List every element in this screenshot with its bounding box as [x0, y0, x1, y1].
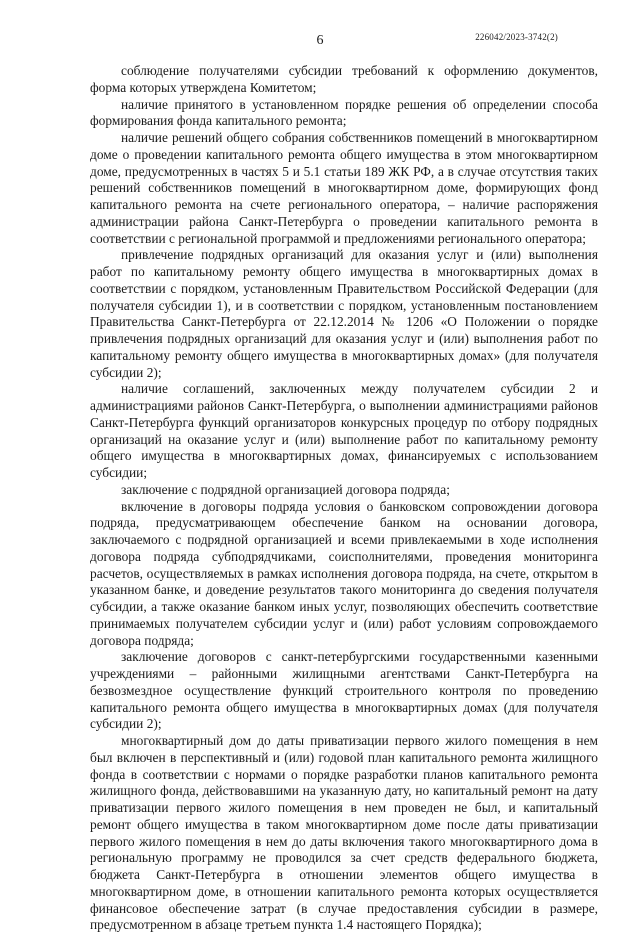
paragraph-owners-decision: наличие решений общего собрания собственников помещений в многоквартирном доме о проведении капитального ремонта общего имущества в этом многоквартирном доме, предусмотренных в частях 5 и 5.1 статьи 189 ЖК РФ, а в случае отсутствия таких решений собственников помещений в многоквартирном доме, формирующих фонд капитального ремонта на счете регионального оператора, – наличие распоряжения администрации района Санкт-Петербурга о проведении капитального ремонта в соответствии с региональной программой и предложениями регионального оператора;	[90, 130, 598, 246]
document-body	[90, 63, 598, 934]
paragraph-agreements-districts: наличие соглашений, заключенных между получателем субсидии 2 и администрациями районов Санкт-Петербурга, о выполнении администрациями районов Санкт-Петербурга функций организаторов конкурсных процедур по отбору подрядных организаций на оказание услуг и (или) выполнение работ по капитальному ремонту общего имущества в многоквартирных домах, финансируемых с использованием субсидии;	[90, 381, 598, 480]
paragraph-contract-conclusion: заключение с подрядной организацией договора подряда;	[121, 481, 450, 497]
paragraph-construction-control: заключение договоров с санкт-петербургскими государственными казенными учреждениями – районными жилищными агентствами Санкт-Петербурга на безвозмездное осуществление функций строительного контроля по проведению капитального ремонта общего имущества в многоквартирных домах (для получателя субсидии 2);	[90, 649, 598, 732]
document-code: 226042/2023-3742(2)	[475, 32, 558, 42]
paragraph-requirements-docs: соблюдение получателями субсидии требований к оформлению документов, форма которых утверждена Комитетом;	[90, 63, 598, 95]
paragraph-privatization-condition: многоквартирный дом до даты приватизации первого жилого помещения в нем был включен в перспективный и (или) годовой план капитального ремонта жилищного фонда в соответствии с нормами о порядке разработки планов капитального ремонта жилищного фонда, действовавшими на указанную дату, но капитальный ремонт на дату приватизации первого жилого помещения в нем проведен не был, и капитальный ремонт общего имущества в таком многоквартирном доме после даты приватизации первого жилого помещения в нем до даты включения такого многоквартирного дома в региональную программу не проводился за счет средств федерального бюджета, бюджета Санкт-Петербурга в отношении элементов общего имущества в многоквартирном доме, в отношении капитального ремонта которых осуществляется финансовое обеспечение затрат (в случае предоставления субсидии в размере, предусмотренном в абзаце третьем пункта 1.4 настоящего Порядка);	[90, 733, 598, 933]
paragraph-contractors-engagement: привлечение подрядных организаций для оказания услуг и (или) выполнения работ по капитальному ремонту общего имущества в многоквартирных домах в соответствии с порядком, установленным Правительством Российской Федерации (для получателя субсидии 1), и в соответствии с порядком, установленным постановлением Правительства Санкт-Петербурга от 22.12.2014 № 1206 «О Положении о порядке привлечения подрядных организаций для оказания услуг и (или) выполнения работ по капитальному ремонту общего имущества в многоквартирных домах» (для получателя субсидии 2);	[90, 247, 598, 380]
paragraph-bank-support: включение в договоры подряда условия о банковском сопровождении договора подряда, предусматривающем обеспечение банком на основании договора, заключаемого с подрядной организацией и всеми привлекаемыми в ходе исполнения договора подряда субподрядчиками, соисполнителями, проведения мониторинга расчетов, осуществляемых в рамках исполнения договора подряда, на счете, открытом в указанном банке, и доведение результатов такого мониторинга до сведения получателя субсидии, а также оказание банком иных услуг, позволяющих обеспечить соответствие принимаемых получателем субсидии услуг и (или) работ условиям сопровождаемого договора подряда;	[90, 498, 598, 648]
paragraph-fund-method: наличие принятого в установленном порядке решения об определении способа формирования фонда капитального ремонта;	[90, 96, 598, 129]
page-number: 6	[316, 33, 324, 48]
